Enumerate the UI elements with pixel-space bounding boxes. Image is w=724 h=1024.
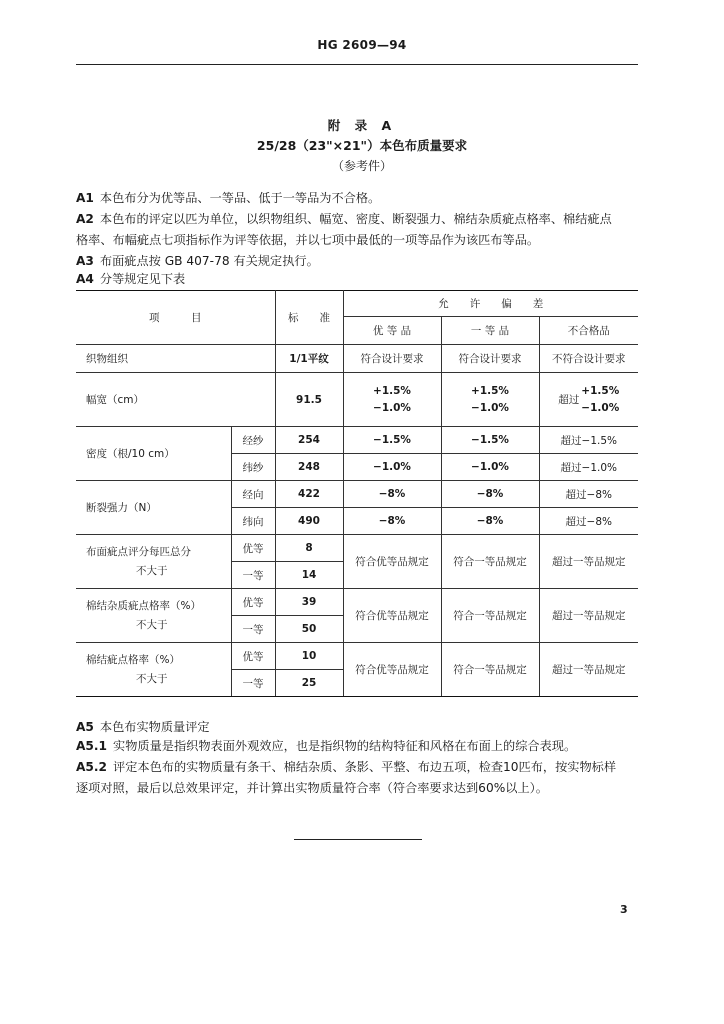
- clause-a51: [76, 736, 642, 757]
- row-standard: 91.5: [275, 373, 343, 427]
- row-grade3: 超过−8%: [539, 508, 638, 535]
- clause-text: 本色布的评定以匹为单位，以织物组织、幅宽、密度、断裂强力、棉结杂质疵点格率、棉结疵点: [99, 212, 612, 226]
- table-row: [76, 345, 638, 373]
- row-grade1: −8%: [343, 481, 441, 508]
- plus-tolerance: +1.5%: [471, 384, 509, 397]
- clause-text: 实物质量是指织物表面外观效应，也是指织物的结构特征和风格在布面上的综合表现。: [113, 739, 577, 753]
- header-grade-premium: 优 等 品: [343, 317, 441, 345]
- row-grade1: 符合优等品规定: [343, 589, 441, 643]
- clause-text: 本色布实物质量评定: [99, 720, 210, 734]
- appendix-subtitle: 25/28（23"×21"）本色布质量要求: [256, 138, 468, 153]
- table-header-row: [76, 291, 638, 317]
- table-row: [76, 589, 638, 616]
- row-sublabel: 经纱: [231, 427, 275, 454]
- row-sublabel: 优等: [231, 535, 275, 562]
- row-grade2: 符合设计要求: [441, 345, 539, 373]
- header-grade-first: 一 等 品: [441, 317, 539, 345]
- clause-a5: [76, 717, 642, 738]
- plus-tolerance: +1.5%: [581, 384, 620, 397]
- clause-text-cont: 逐项对照，最后以总效果评定，并计算出实物质量符合率（符合率要求达到60%以上）。: [76, 781, 548, 795]
- row-standard: 248: [275, 454, 343, 481]
- row-standard: 10: [275, 643, 343, 670]
- clause-text-cont: 格率、布幅疵点七项指标作为评等依据，并以七项中最低的一项等品作为该匹布等品。: [76, 233, 540, 247]
- header-standard: 标 准: [275, 291, 343, 345]
- clause-text: 评定本色布的实物质量有条干、棉结杂质、条影、平整、布边五项，检查10匹布，按实物标样: [113, 760, 617, 774]
- row-sublabel: 纬纱: [231, 454, 275, 481]
- table-row: [76, 427, 638, 454]
- row-grade1: −8%: [343, 508, 441, 535]
- plus-tolerance: +1.5%: [373, 384, 411, 397]
- page-number: 3: [620, 903, 628, 916]
- table-row: [76, 481, 638, 508]
- row-name-line: 不大于: [136, 564, 168, 577]
- row-standard: 50: [275, 616, 343, 643]
- row-sublabel: 经向: [231, 481, 275, 508]
- row-grade3: 超过−8%: [539, 481, 638, 508]
- clause-tag: A5.1: [76, 739, 108, 753]
- row-standard: 422: [275, 481, 343, 508]
- row-sublabel: 纬向: [231, 508, 275, 535]
- grading-table: [76, 290, 638, 697]
- row-grade3: 超过−1.5%: [539, 427, 638, 454]
- row-sublabel: 一等: [231, 616, 275, 643]
- header-allowed-deviation: 允 许 偏 差: [343, 291, 638, 317]
- row-name-line: 不大于: [136, 672, 168, 685]
- row-grade2: [441, 373, 539, 427]
- table-row: [76, 643, 638, 670]
- row-sublabel: 优等: [231, 643, 275, 670]
- header-grade-unqualified: 不合格品: [539, 317, 638, 345]
- clause-tag: A5.2: [76, 760, 108, 774]
- row-grade1: 符合设计要求: [343, 345, 441, 373]
- row-grade1: 符合优等品规定: [343, 643, 441, 697]
- clause-tag: A3: [76, 254, 94, 268]
- row-name: [76, 535, 231, 589]
- clause-text: 布面疵点按 GB 407-78 有关规定执行。: [99, 254, 319, 268]
- row-sublabel: 一等: [231, 562, 275, 589]
- row-grade2: 符合一等品规定: [441, 535, 539, 589]
- row-sublabel: 一等: [231, 670, 275, 697]
- row-standard: 39: [275, 589, 343, 616]
- row-grade3: 超过−1.0%: [539, 454, 638, 481]
- minus-tolerance: −1.0%: [471, 401, 509, 414]
- row-grade3: 超过一等品规定: [539, 589, 638, 643]
- row-grade2: 符合一等品规定: [441, 643, 539, 697]
- row-grade2: −8%: [441, 508, 539, 535]
- header-divider: [76, 64, 638, 65]
- row-standard: 8: [275, 535, 343, 562]
- clause-tag: A1: [76, 191, 94, 205]
- standard-code: HG 2609—94: [317, 38, 407, 52]
- row-grade3: 超过一等品规定: [539, 535, 638, 589]
- clause-a4: [76, 269, 642, 290]
- row-grade1: −1.0%: [343, 454, 441, 481]
- exceed-label: 超过: [558, 394, 580, 406]
- row-name-line: 棉结杂质疵点格率（%）: [86, 599, 201, 612]
- row-name: 密度（根/10 cm）: [76, 427, 231, 481]
- row-name-line: 布面疵点评分每匹总分: [86, 545, 191, 558]
- appendix-note: （参考件）: [331, 159, 392, 173]
- row-standard: 14: [275, 562, 343, 589]
- end-divider: [294, 839, 422, 840]
- row-grade1: −1.5%: [343, 427, 441, 454]
- clause-tag: A4: [76, 272, 94, 286]
- row-name-line: 棉结疵点格率（%）: [86, 653, 180, 666]
- row-name: 断裂强力（N）: [76, 481, 231, 535]
- row-grade1: 符合优等品规定: [343, 535, 441, 589]
- row-grade2: −8%: [441, 481, 539, 508]
- row-grade2: 符合一等品规定: [441, 589, 539, 643]
- header-item: 项 目: [76, 291, 275, 345]
- appendix-title: 附 录 A: [327, 118, 397, 133]
- clause-a52: [76, 757, 642, 799]
- clause-tag: A2: [76, 212, 94, 226]
- row-standard: 1/1平纹: [275, 345, 343, 373]
- table-row: [76, 373, 638, 427]
- row-name: 织物组织: [76, 345, 275, 373]
- row-standard: 254: [275, 427, 343, 454]
- minus-tolerance: −1.0%: [373, 401, 411, 414]
- clause-a2: [76, 209, 642, 251]
- table-row: [76, 535, 638, 562]
- row-standard: 25: [275, 670, 343, 697]
- clause-text: 本色布分为优等品、一等品、低于一等品为不合格。: [99, 191, 381, 205]
- row-grade2: −1.0%: [441, 454, 539, 481]
- row-name: [76, 643, 231, 697]
- row-sublabel: 优等: [231, 589, 275, 616]
- row-grade3: 不符合设计要求: [539, 345, 638, 373]
- row-name-line: 不大于: [136, 618, 168, 631]
- row-grade3: [539, 373, 638, 427]
- clause-text: 分等规定见下表: [99, 272, 186, 286]
- row-grade3: 超过一等品规定: [539, 643, 638, 697]
- clause-tag: A5: [76, 720, 94, 734]
- row-standard: 490: [275, 508, 343, 535]
- minus-tolerance: −1.0%: [581, 401, 620, 414]
- row-grade2: −1.5%: [441, 427, 539, 454]
- clause-a1: [76, 188, 642, 209]
- row-name: 幅宽（cm）: [76, 373, 275, 427]
- row-name: [76, 589, 231, 643]
- row-grade1: [343, 373, 441, 427]
